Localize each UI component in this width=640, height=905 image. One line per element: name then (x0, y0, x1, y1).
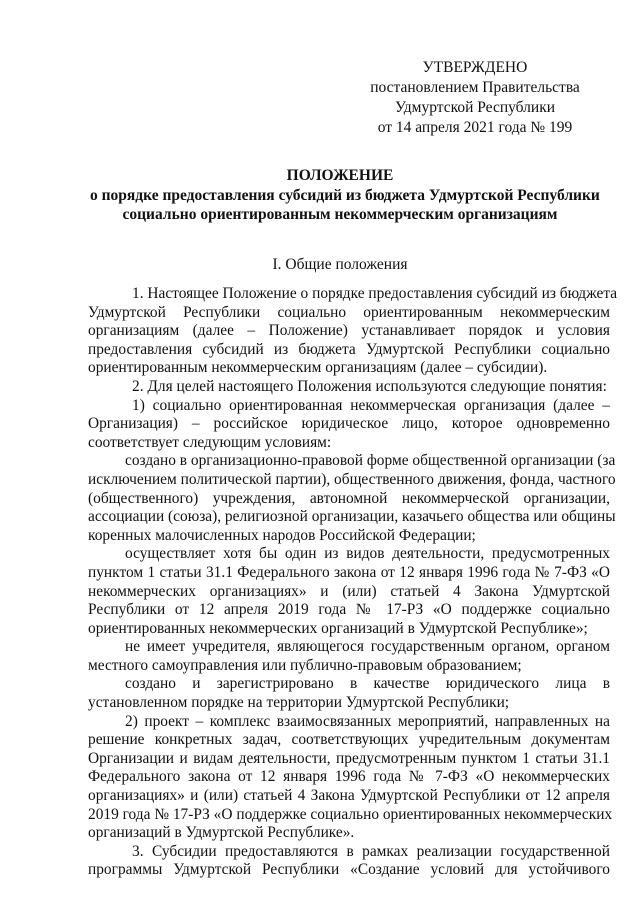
text-line: местного самоуправления или публично-правовым образованием; (88, 656, 522, 674)
text-line: коренных малочисленных народов Российской Федерации; (88, 526, 476, 544)
text-line: не имеет учредителя, являющегося государственным органом, органом (125, 638, 610, 656)
approval-stamp (360, 58, 590, 138)
text-line: 2019 года № 17-РЗ «О поддержке социально ориентированных некоммерческих (88, 805, 613, 823)
approval-line-1: постановлением Правительства (370, 79, 580, 96)
text-line: организаций в Удмуртской Республике». (88, 824, 355, 842)
text-line: Республики от 12 апреля 2019 года № 17-РЗ «О поддержке социально (88, 601, 610, 619)
text-line: соответствует следующим условиям: (88, 433, 332, 451)
text-line: Федерального закона от 12 января 1996 года № 7-ФЗ «О некоммерческих (88, 768, 610, 786)
text-line: организациям (далее – Положение) устанавливает порядок и условия (88, 322, 610, 340)
text-line: Организация) – российское юридическое лицо, которое одновременно (88, 415, 610, 433)
text-line: установленном порядке на территории Удмуртской Республики; (88, 694, 510, 712)
text-line: пунктом 1 статьи 31.1 Федерального закона от 12 января 1996 года № 7-ФЗ «О (88, 563, 610, 581)
document-subtitle-line-1: о порядке предоставления субсидий из бюджета Удмуртской Республики (90, 186, 600, 204)
text-line: Удмуртской Республики социально ориентированным некоммерческим (88, 303, 610, 321)
text-line: создано в организационно-правовой форме общественной организации (за (125, 452, 616, 470)
approval-title: УТВЕРЖДЕНО (422, 59, 528, 76)
text-line: Организации и видам деятельности, предусмотренным пунктом 1 статьи 31.1 (88, 749, 610, 767)
text-line: осуществляет хотя бы один из видов деятельности, предусмотренных (125, 545, 610, 563)
text-line: 3. Субсидии предоставляются в рамках реализации государственной (132, 842, 610, 860)
text-line: организациях» и (или) статьей 4 Закона Удмуртской Республики от 12 апреля (88, 787, 610, 805)
document-body (88, 285, 618, 880)
text-line: 1. Настоящее Положение о порядке предоставления субсидий из бюджета (132, 285, 618, 302)
text-line: ориентированным некоммерческим организациям (далее – субсидии). (88, 359, 548, 377)
text-line: ориентированных некоммерческих организаций в Удмуртской Республике»; (88, 619, 588, 637)
text-line: 2. Для целей настоящего Положения используются следующие понятия: (132, 377, 607, 395)
text-line: предоставления субсидий из бюджета Удмуртской Республики социально (88, 340, 610, 358)
document-heading (90, 166, 600, 225)
document-subtitle-line-2: социально ориентированным некоммерческим организациям (122, 206, 558, 223)
approval-line-2: Удмуртской Республики (394, 99, 556, 116)
text-line: 1) социально ориентированная некоммерческая организация (далее – (132, 396, 610, 414)
text-line: решение конкретных задач, соответствующих учредительным документам (88, 731, 610, 749)
text-line: 2) проект – комплекс взаимосвязанных мероприятий, направленных на (125, 712, 610, 730)
text-line: (общественного) учреждения, автономной некоммерческой организации, (88, 489, 610, 507)
section-title: I. Общие положения (272, 256, 408, 273)
text-line: исключением политической партии), общественного движения, фонда, частного (88, 470, 616, 488)
text-line: программы Удмуртской Республики «Создание условий для устойчивого (88, 861, 610, 879)
document-title: ПОЛОЖЕНИЕ (286, 167, 394, 184)
text-line: ассоциации (союза), религиозной организации, казачьего общества или общины (88, 508, 616, 526)
text-line: некоммерческих организациях» и (или) статьей 4 Закона Удмуртской (88, 582, 610, 600)
text-line: создано и зарегистрировано в качестве юридического лица в (125, 675, 610, 693)
approval-line-3: от 14 апреля 2021 года № 199 (377, 119, 573, 136)
